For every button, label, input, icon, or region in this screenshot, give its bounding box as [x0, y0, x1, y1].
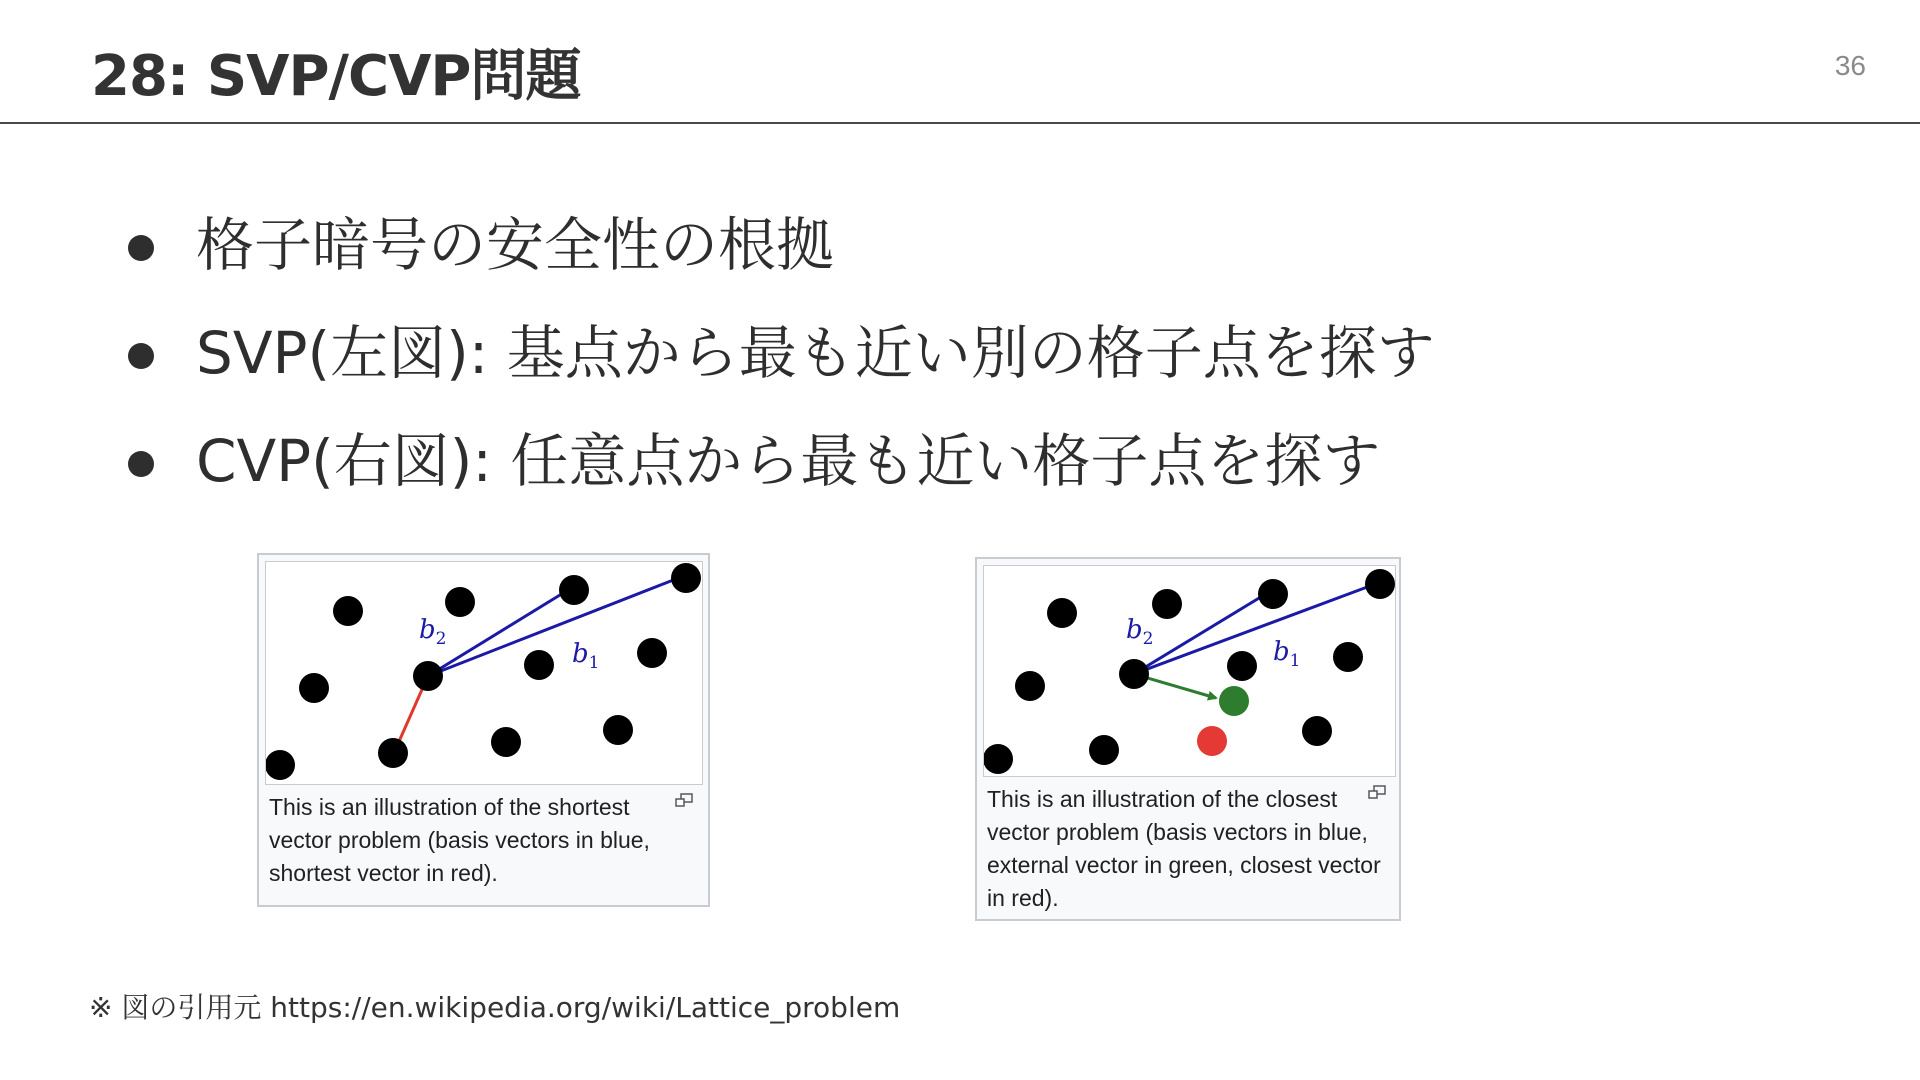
lattice-point: [333, 596, 363, 626]
lattice-point: [445, 587, 475, 617]
lattice-point: [603, 715, 633, 745]
bullet-dot-icon: [128, 451, 154, 477]
cvp-caption: This is an illustration of the closest vector problem (basis vectors in blue, external vector in green, closest vector in red).: [987, 786, 1381, 911]
cvp-b1-label: b1: [1273, 637, 1301, 671]
lattice-point: [1302, 716, 1332, 746]
lattice-point: [1119, 659, 1149, 689]
svp-b2-label: b2: [419, 615, 447, 649]
lattice-point: [637, 638, 667, 668]
cvp-b2-label: b2: [1126, 615, 1154, 649]
lattice-point: [1047, 598, 1077, 628]
bullet-text: CVP(右図): 任意点から最も近い格子点を探す: [196, 427, 1381, 495]
lattice-point: [1089, 735, 1119, 765]
slide-header: [0, 0, 1920, 124]
lattice-point: [559, 575, 589, 605]
cvp-lattice-svg: [984, 566, 1395, 776]
slide-title: 28: SVP/CVP問題: [91, 44, 581, 109]
lattice-point: [1015, 671, 1045, 701]
svp-caption: This is an illustration of the shortest vector problem (basis vectors in blue, shortest vector in red).: [269, 794, 650, 886]
bullet-text: SVP(左図): 基点から最も近い別の格子点を探す: [196, 319, 1435, 387]
lattice-point: [524, 650, 554, 680]
bullet-text: 格子暗号の安全性の根拠: [196, 211, 835, 279]
lattice-point: [413, 661, 443, 691]
source-note: ※ 図の引用元 https://en.wikipedia.org/wiki/Lattice_problem: [89, 991, 901, 1024]
cvp-lattice-illustration: [983, 565, 1396, 777]
lattice-point: [671, 563, 701, 593]
lattice-point: [1365, 569, 1395, 599]
lattice-point: [984, 744, 1013, 774]
lattice-point: [1227, 651, 1257, 681]
svp-lattice-svg: [266, 562, 702, 784]
lattice-point: [266, 750, 295, 780]
svp-lattice-illustration: [265, 561, 703, 785]
cvp-target-point: [1219, 686, 1249, 716]
cvp-closest-point: [1197, 726, 1227, 756]
page-number: 36: [1834, 50, 1866, 81]
lattice-point: [1152, 589, 1182, 619]
bullet-dot-icon: [128, 235, 154, 261]
lattice-point: [491, 727, 521, 757]
lattice-point: [378, 738, 408, 768]
lattice-point: [1333, 642, 1363, 672]
lattice-point: [1258, 579, 1288, 609]
bullet-dot-icon: [128, 343, 154, 369]
svp-b1-label: b1: [572, 639, 600, 673]
cvp-figure: [975, 557, 1401, 921]
svp-figure: [257, 553, 710, 907]
lattice-point: [299, 673, 329, 703]
